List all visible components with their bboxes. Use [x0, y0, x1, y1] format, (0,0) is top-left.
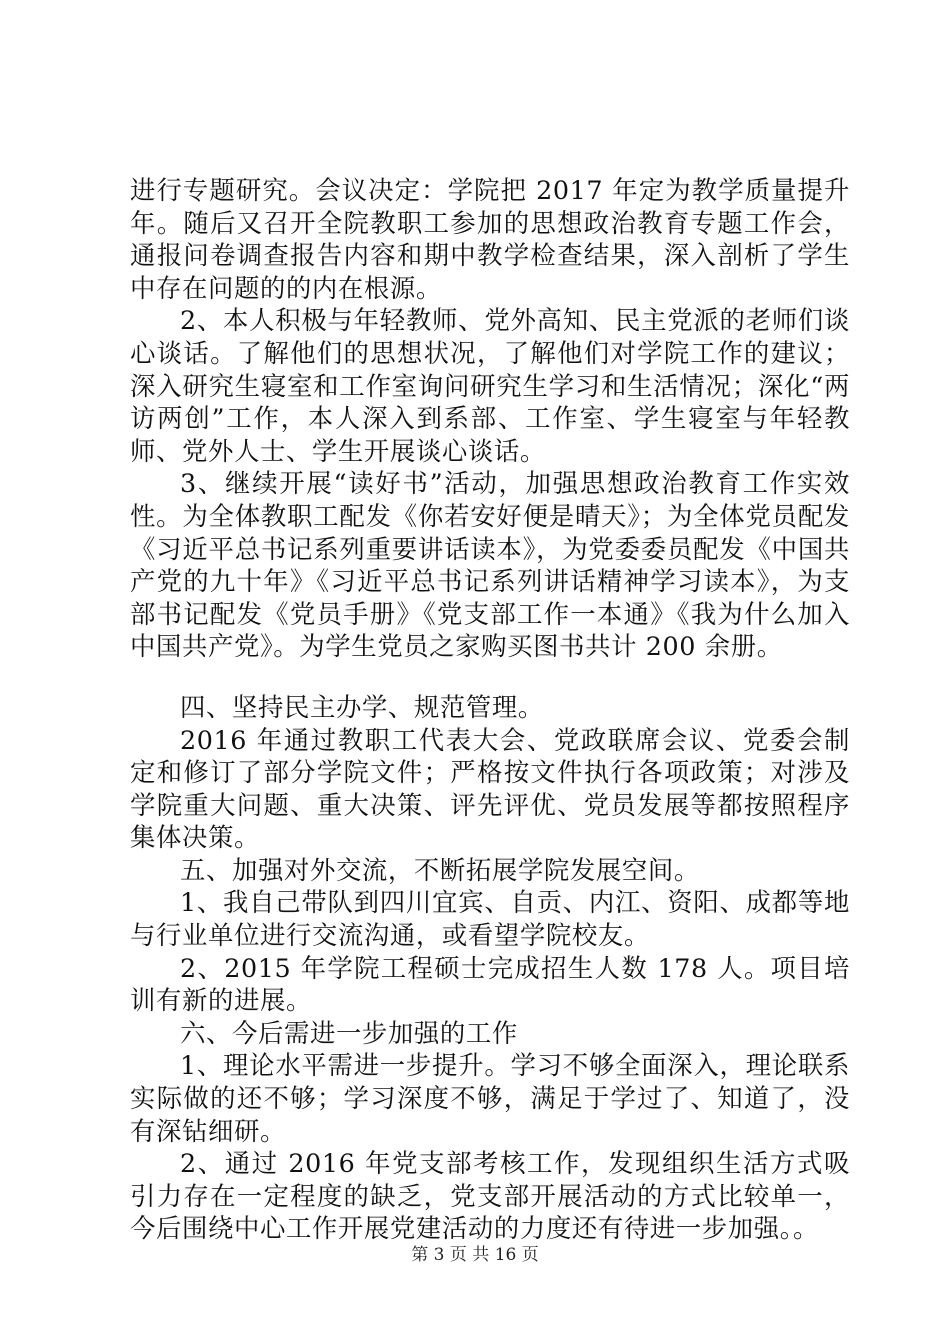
paragraph-continuation: 进行专题研究。会议决定：学院把 2017 年定为教学质量提升年。随后又召开全院教职工参加的思想政治教育专题工作会，通报问卷调查报告内容和期中教学检查结果，深入剖析了学生中存在问题的的内在根源。 — [130, 175, 850, 303]
paragraph-section-6-item-2: 2、通过 2016 年党支部考核工作，发现组织生活方式吸引力存在一定程度的缺乏，党支部开展活动的方式比较单一，今后围绕中心工作开展党建活动的力度还有待进一步加强。。 — [130, 1148, 850, 1244]
page-number: 第 3 页 共 16 页 — [411, 1245, 539, 1265]
section-heading-6: 六、今后需进一步加强的工作 — [180, 1017, 518, 1048]
section-heading-4: 四、坚持民主办学、规范管理。 — [180, 691, 544, 722]
paragraph-section-5-item-2: 2、2015 年学院工程硕士完成招生人数 178 人。项目培训有新的进展。 — [130, 952, 850, 1016]
paragraph-spacer — [130, 663, 850, 691]
paragraph-section-5-item-1: 1、我自己带队到四川宜宾、自贡、内江、资阳、成都等地与行业单位进行交流沟通，或看望学院校友。 — [130, 887, 850, 951]
paragraph-section-6-item-1: 1、理论水平需进一步提升。学习不够全面深入，理论联系实际做的还不够；学习深度不够，满足于学过了、知道了，没有深钻细研。 — [130, 1050, 850, 1146]
paragraph-item-2: 2、本人积极与年轻教师、党外高知、民主党派的老师们谈心谈话。了解他们的思想状况，了解他们对学院工作的建议；深入研究生寝室和工作室询问研究生学习和生活情况；深化“两访两创”工作，本人深入到系部、工作室、学生寝室与年轻教师、党外人士、学生开展谈心谈话。 — [130, 305, 850, 466]
paragraph-section-4: 2016 年通过教职工代表大会、党政联席会议、党委会制定和修订了部分学院文件；严格按文件执行各项政策；对涉及学院重大问题、重大决策、评先评优、党员发展等都按照程序集体决策。 — [130, 724, 850, 853]
section-heading-5: 五、加强对外交流，不断拓展学院发展空间。 — [180, 854, 700, 885]
paragraph-item-3: 3、继续开展“读好书”活动，加强思想政治教育工作实效性。为全体教职工配发《你若安好便是晴天》；为全体党员配发《习近平总书记系列重要讲话读本》，为党委委员配发《中国共产党的九十年》《习近平总书记系列讲话精神学习读本》，为支部书记配发《党员手册》《党支部工作一本通》《我为什么加入中国共产党》。为学生党员之家购买图书共计 200 余册。 — [130, 468, 850, 662]
page-footer — [0, 1243, 950, 1267]
document-body — [130, 174, 850, 1245]
